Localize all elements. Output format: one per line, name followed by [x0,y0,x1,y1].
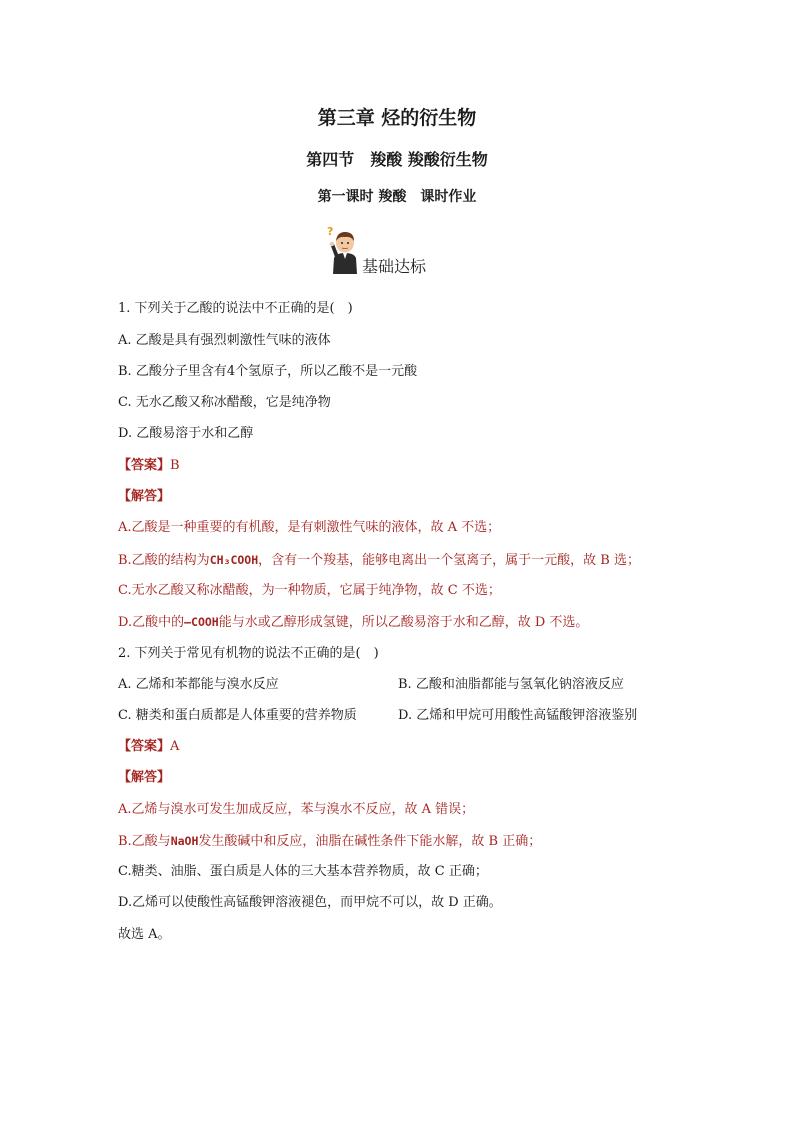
q2-explain-b-pre: B.乙酸与 [118,834,171,849]
q2-explain-d: D.乙烯可以使酸性高锰酸钾溶液褪色，而甲烷不可以，故 D 正确。 [118,895,502,910]
q2-answer-tag: 【答案】 [118,739,171,754]
q1-explain-b-pre: B.乙酸的结构为 [118,553,210,568]
q1-option-c: C. 无水乙酸又称冰醋酸，它是纯净物 [118,395,331,410]
q1-explain-c: C.无水乙酸又称冰醋酸，为一种物质，它属于纯净物，故 C 不选； [118,583,501,598]
q1-explain-b-post: ，含有一个羧基，能够电离出一个氢离子，属于一元酸，故 B 选； [258,553,640,568]
lesson-title: 第一课时 羧酸 课时作业 [317,189,477,205]
q1-stem: 1. 下列关于乙酸的说法中不正确的是( ) [118,301,353,316]
q1-explain-d-pre: D.乙酸中的 [118,615,185,630]
q1-explain-d-post: 能与水或乙醇形成氢键，所以乙酸易溶于水和乙醇，故 D 不选。 [218,615,589,630]
q2-explain-tag [118,769,170,787]
q1-option-b: B. 乙酸分子里含有4个氢原子，所以乙酸不是一元酸 [118,364,418,379]
q2-explain-a: A.乙烯与溴水可发生加成反应，苯与溴水不反应，故 A 错误； [118,802,475,817]
section-heading [325,224,525,274]
q2-stem: 2. 下列关于常见有机物的说法不正确的是( ) [118,646,379,661]
section-label: 基础达标 [362,257,427,276]
section-title: 第四节 羧酸 羧酸衍生物 [306,150,488,169]
q2-answer [118,738,179,756]
q2-explain-c: C.糖类、油脂、蛋白质是人体的三大基本营养物质，故 C 正确； [118,864,488,879]
q2-answer-value: A [170,739,180,754]
svg-text:?: ? [327,225,334,238]
q2-option-d: D. 乙烯和甲烷可用酸性高锰酸钾溶液鉴别 [398,708,638,723]
q2-option-b: B. 乙酸和油脂都能与氢氧化钠溶液反应 [398,677,624,692]
q1-explain-d [118,613,588,632]
formula-naoh: NaOH [170,834,199,848]
q1-answer-value: B [170,458,180,473]
q1-explain-tag [118,488,170,506]
formula-ch3cooh: CH₃COOH [209,553,259,567]
chapter-title: 第三章 烃的衍生物 [317,107,477,129]
q1-explain-b [118,551,640,570]
q1-answer-tag: 【答案】 [118,458,171,473]
q1-answer [118,457,180,475]
q2-explain-tag-text: 【解答】 [118,770,171,785]
q2-option-a: A. 乙烯和苯都能与溴水反应 [118,677,279,692]
q1-explain-tag-text: 【解答】 [118,489,171,504]
q2-explain-b [118,832,541,851]
q2-conclusion: 故选 A。 [118,927,171,942]
q2-explain-b-post: 发生酸碱中和反应，油脂在碱性条件下能水解，故 B 正确； [198,834,542,849]
q1-option-d: D. 乙酸易溶于水和乙醇 [118,426,254,441]
q2-option-c: C. 糖类和蛋白质都是人体重要的营养物质 [118,708,357,723]
q1-explain-a: A.乙酸是一种重要的有机酸，是有刺激性气味的液体，故 A 不选； [118,520,501,535]
formula-cooh: –COOH [184,615,219,629]
thinking-student-icon [325,224,365,274]
q1-option-a: A. 乙酸是具有强烈刺激性气味的液体 [118,333,331,348]
